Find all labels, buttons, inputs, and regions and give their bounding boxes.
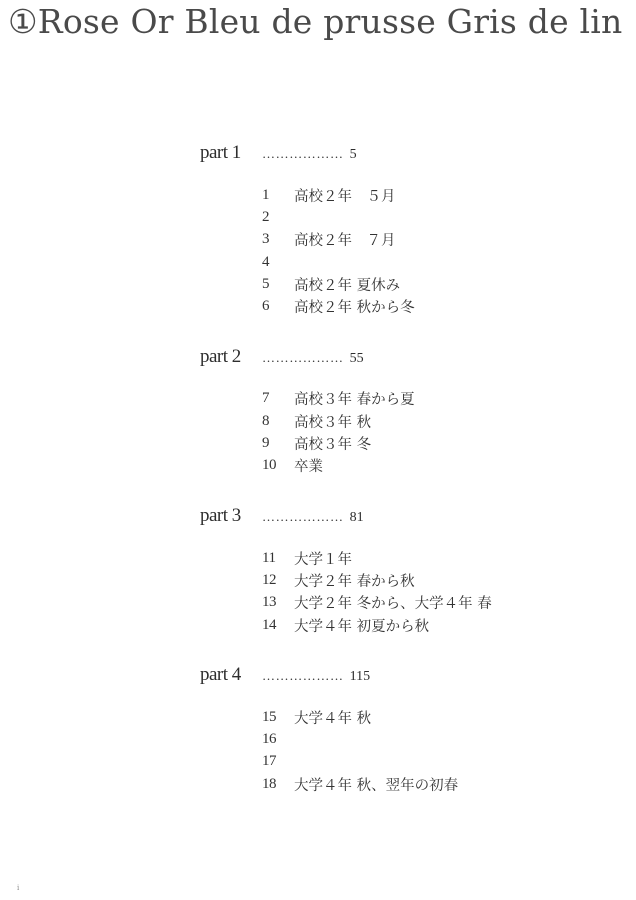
part-label: part 2	[200, 345, 241, 367]
chapter-number: 3	[262, 231, 270, 248]
part-heading	[200, 346, 600, 374]
chapter-title: 高校２年 夏休み	[294, 277, 401, 294]
chapter-item	[200, 251, 600, 273]
chapter-item	[200, 455, 600, 477]
chapter-title: 高校３年 秋	[294, 414, 372, 431]
part-heading	[200, 142, 600, 170]
chapter-item	[200, 547, 600, 569]
chapter-number: 4	[262, 253, 270, 270]
chapter-number: 12	[262, 571, 276, 588]
chapter-number: 10	[262, 457, 276, 474]
chapter-title: 大学２年 春から秋	[294, 573, 415, 590]
chapter-title: 大学４年 初夏から秋	[294, 618, 430, 635]
chapter-list	[200, 547, 600, 636]
table-of-contents	[200, 142, 600, 823]
chapter-title: 大学２年 冬から、大学４年 春	[294, 596, 492, 613]
leader-dots: ………………	[262, 349, 344, 365]
part-label: part 3	[200, 504, 241, 526]
chapter-title: 大学１年	[294, 551, 352, 568]
chapter-number: 11	[262, 549, 276, 566]
chapter-number: 16	[262, 731, 276, 748]
chapter-number: 6	[262, 298, 270, 315]
chapter-title: 大学４年 秋	[294, 710, 372, 727]
chapter-title: 高校２年 ５月	[294, 188, 396, 205]
chapter-title: 卒業	[294, 459, 323, 476]
toc-part-1	[200, 142, 600, 318]
chapter-number: 9	[262, 435, 270, 452]
chapter-number: 13	[262, 594, 276, 611]
part-heading	[200, 505, 600, 533]
chapter-item	[200, 728, 600, 750]
chapter-item	[200, 410, 600, 432]
chapter-item	[200, 295, 600, 317]
chapter-item	[200, 273, 600, 295]
chapter-item	[200, 569, 600, 591]
leader-dots: ………………	[262, 508, 344, 524]
chapter-number: 7	[262, 390, 270, 407]
chapter-item	[200, 592, 600, 614]
chapter-number: 14	[262, 616, 276, 633]
part-page-number: 115	[349, 669, 371, 685]
chapter-number: 15	[262, 708, 276, 725]
chapter-item	[200, 184, 600, 206]
chapter-title: 高校３年 冬	[294, 437, 372, 454]
chapter-title: 高校３年 春から夏	[294, 392, 415, 409]
chapter-number: 1	[262, 186, 270, 203]
part-page-number: 81	[349, 509, 364, 525]
chapter-item	[200, 206, 600, 228]
chapter-item	[200, 388, 600, 410]
chapter-number: 2	[262, 208, 270, 225]
chapter-title: 大学４年 秋、翌年の初春	[294, 777, 459, 794]
chapter-number: 8	[262, 412, 270, 429]
toc-part-3	[200, 505, 600, 636]
chapter-item	[200, 229, 600, 251]
chapter-list	[200, 388, 600, 477]
chapter-list	[200, 706, 600, 795]
part-page-number: 5	[349, 147, 357, 162]
chapter-number: 18	[262, 775, 276, 792]
chapter-list	[200, 184, 600, 318]
chapter-number: 17	[262, 753, 276, 770]
part-label: part 1	[200, 142, 241, 163]
leader-dots: ………………	[262, 668, 344, 684]
leader-dots: ………………	[262, 146, 344, 161]
part-page-number: 55	[349, 350, 364, 366]
chapter-item	[200, 614, 600, 636]
page-number: i	[17, 884, 20, 892]
toc-part-2	[200, 346, 600, 477]
page-title: ①Rose Or Bleu de prusse Gris de lin	[8, 2, 623, 41]
chapter-item	[200, 751, 600, 773]
part-heading	[200, 664, 600, 692]
chapter-title: 高校２年 ７月	[294, 233, 396, 250]
toc-part-4	[200, 664, 600, 795]
chapter-title: 高校２年 秋から冬	[294, 300, 415, 317]
chapter-item	[200, 773, 600, 795]
chapter-item	[200, 706, 600, 728]
part-label: part 4	[200, 664, 241, 686]
chapter-item	[200, 432, 600, 454]
chapter-number: 5	[262, 275, 270, 292]
